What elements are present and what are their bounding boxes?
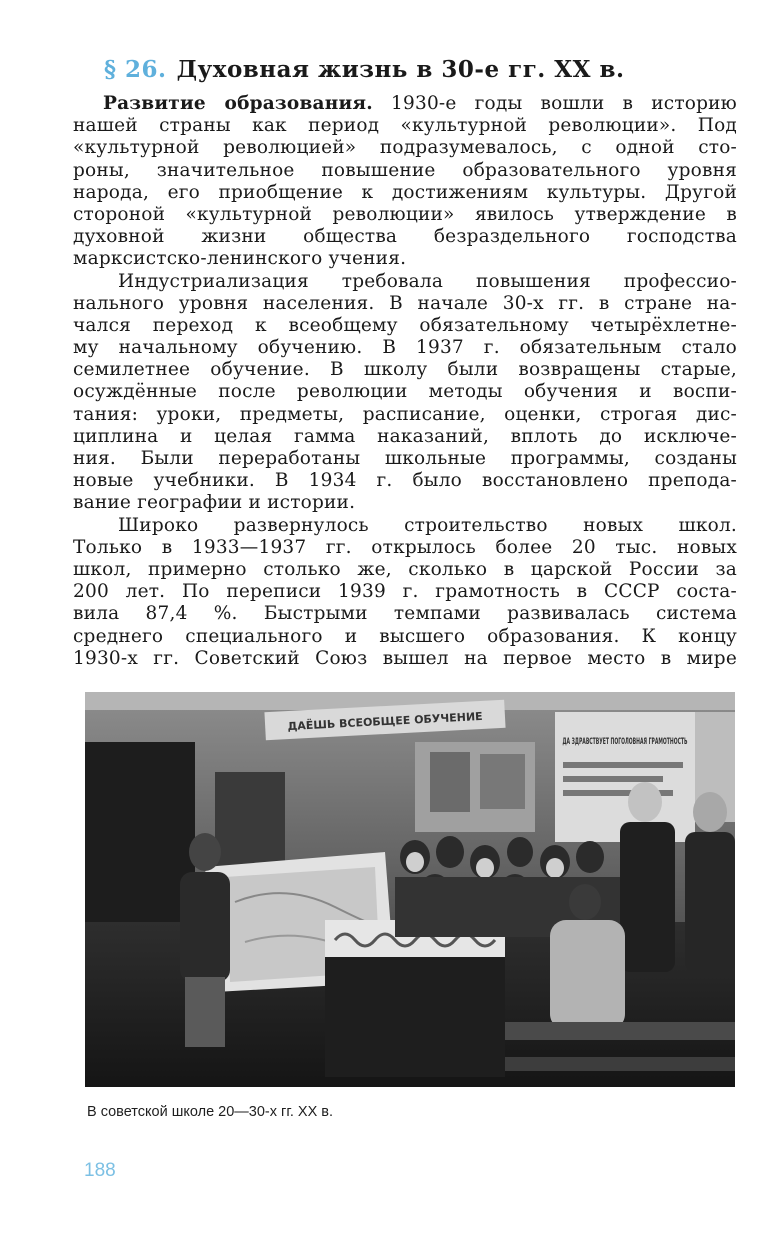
text-line: Широко развернулось строительство новых школ. [118, 514, 737, 536]
text-line: 200 лет. По переписи 1939 г. грамотность в СССР соста- [73, 581, 737, 603]
text-line-content: 1930-е годы вошли в историю [391, 93, 737, 114]
text-line: му начальному обучению. В 1937 г. обязательным стало [73, 337, 737, 359]
text-line: роны, значительное повышение образовательного уровня [73, 159, 737, 181]
text-line: «культурной революцией» подразумевалось, с одной сто- [73, 137, 737, 159]
text-line: школ, примерно столько же, сколько в царской России за [73, 558, 737, 580]
wall-poster-text: ДА ЗДРАВСТВУЕТ ПОГОЛОВНАЯ ГРАМОТНОСТЬ [562, 737, 688, 747]
section-number: § 26. [104, 56, 167, 83]
photo-caption: В советской школе 20—30-х гг. XX в. [87, 1104, 333, 1120]
paragraph-lead: Развитие образования. [103, 93, 373, 114]
section-heading [104, 56, 724, 83]
text-line: чался переход к всеобщему обязательному четырёхлетне- [73, 314, 737, 336]
classroom-photo-illustration [85, 692, 735, 1087]
text-line [73, 93, 737, 115]
text-line: осуждённые после революции методы обучения и воспи- [73, 381, 737, 403]
text-line: нального уровня населения. В начале 30-х гг. в стране на- [73, 292, 737, 314]
text-line: циплина и целая гамма наказаний, вплоть до исключе- [73, 425, 737, 447]
body-text [73, 93, 737, 670]
slogan-banner-text: ДАЁШЬ ВСЕОБЩЕЕ ОБУЧЕНИЕ [287, 709, 483, 734]
text-line: ния. Были переработаны школьные программы, созданы [73, 448, 737, 469]
page-number: 188 [84, 1160, 116, 1181]
text-line: Только в 1933—1937 гг. открылось более 20 тыс. новых [73, 536, 737, 558]
text-line: вание географии и истории. [73, 492, 356, 514]
text-line: стороной «культурной революции» явилось утверждение в [73, 203, 737, 225]
section-title: Духовная жизнь в 30-е гг. XX в. [176, 56, 625, 83]
text-line: нашей страны как период «культурной революции». Под [73, 115, 737, 137]
text-line: 1930-х гг. Советский Союз вышел на первое место в мире [73, 647, 737, 669]
text-line: Индустриализация требовала повышения профессио- [118, 270, 737, 292]
text-line: семилетнее обучение. В школу были возвращены старые, [73, 359, 737, 381]
classroom-photo [85, 692, 735, 1087]
text-line: вила 87,4 %. Быстрыми темпами развивалась система [73, 603, 737, 625]
text-line: тания: уроки, предметы, расписание, оценки, строгая дис- [73, 403, 737, 425]
text-line: духовной жизни общества безраздельного господства [73, 226, 737, 248]
text-line: марксистско-ленинского учения. [73, 248, 407, 270]
text-line: народа, его приобщение к достижениям культуры. Другой [73, 181, 737, 203]
text-line: новые учебники. В 1934 г. было восстановлено препода- [73, 470, 737, 492]
text-line: среднего специального и высшего образования. К концу [73, 625, 737, 647]
